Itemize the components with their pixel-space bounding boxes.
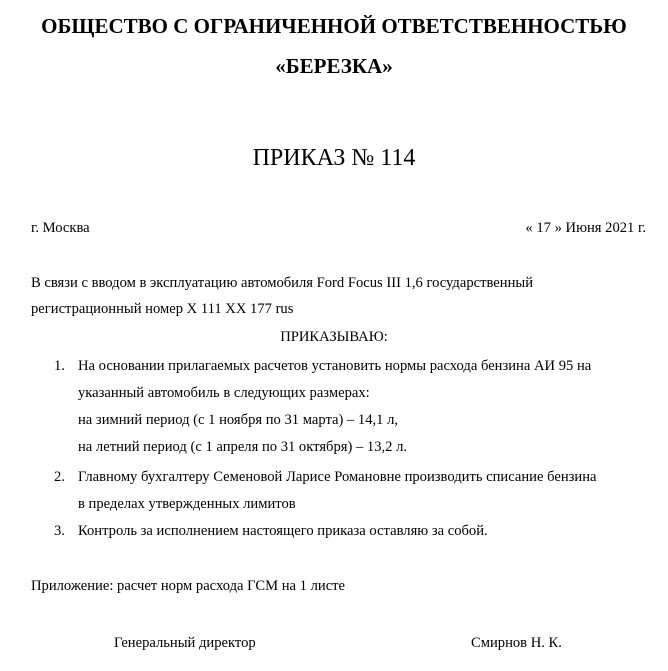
list-item-line: на зимний период (с 1 ноября по 31 марта) – 14,1 л, <box>78 412 399 428</box>
list-item-number: 1. <box>54 358 65 374</box>
list-item-number: 2. <box>54 469 65 485</box>
intro-line-1: В связи с вводом в эксплуатацию автомобиля Ford Focus III 1,6 государственный <box>31 275 534 291</box>
order-city: г. Москва <box>31 220 90 236</box>
list-item-line: указанный автомобиль в следующих размерах: <box>78 385 370 401</box>
intro-line-2: регистрационный номер Х 111 ХХ 177 rus <box>31 301 294 317</box>
list-item-number: 3. <box>54 523 65 539</box>
organization-name-line2: «БЕРЕЗКА» <box>275 54 393 78</box>
signer-position: Генеральный директор <box>114 635 256 651</box>
signer-name: Смирнов Н. К. <box>471 635 562 651</box>
organization-name-line1: ОБЩЕСТВО С ОГРАНИЧЕННОЙ ОТВЕТСТВЕННОСТЬЮ <box>41 14 627 38</box>
attachment-note: Приложение: расчет норм расхода ГСМ на 1 листе <box>31 578 346 594</box>
list-item-line: на летний период (с 1 апреля по 31 октября) – 13,2 л. <box>78 439 408 455</box>
list-item-line: в пределах утвержденных лимитов <box>78 496 296 512</box>
list-item-line: Контроль за исполнением настоящего приказа оставляю за собой. <box>78 523 488 539</box>
order-date: « 17 » Июня 2021 г. <box>525 220 646 236</box>
directive-heading: ПРИКАЗЫВАЮ: <box>280 329 388 345</box>
order-title: ПРИКАЗ № 114 <box>252 145 416 171</box>
list-item-line: На основании прилагаемых расчетов установить нормы расхода бензина АИ 95 на <box>78 358 592 374</box>
list-item-line: Главному бухгалтеру Семеновой Ларисе Романовне производить списание бензина <box>78 469 597 485</box>
